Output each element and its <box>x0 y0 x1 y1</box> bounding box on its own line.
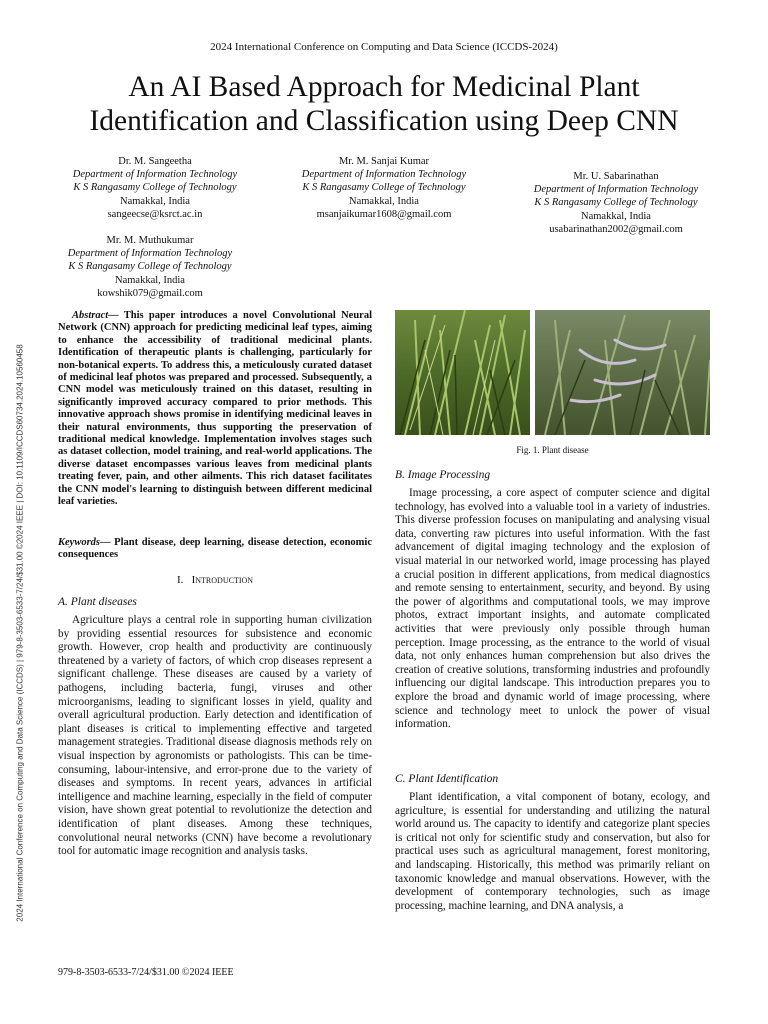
subsection-heading-b: B. Image Processing <box>395 469 491 481</box>
body-image-processing <box>395 487 710 732</box>
author-location: Namakkal, India <box>120 195 190 207</box>
doi-sidebar-text: 2024 International Conference on Computing and Data Science (ICCDS) | 979-8-3503-6533-7/24/$31.00 ©2024 IEEE | DOI: 10.1109/ICCDS60734.2024.10560458 <box>15 344 25 922</box>
section-title: Introduction <box>191 574 254 586</box>
abstract-label: Abstract <box>72 310 109 321</box>
author-college: K S Rangasamy College of Technology <box>68 261 232 273</box>
author-location: Namakkal, India <box>349 195 419 207</box>
plant-photo-1 <box>395 310 530 435</box>
body-plant-identification <box>395 791 710 913</box>
section-heading-introduction <box>58 574 372 586</box>
author-location: Namakkal, India <box>581 210 651 222</box>
keywords-text: Plant disease, deep learning, disease detection, economic consequences <box>58 537 372 561</box>
paragraph: Image processing, a core aspect of computer science and digital technology, has evolved into a valuable tool in a variety of industries. This diverse profession focuses on manipulating and analysing visual data, converting raw pictures into useful information. With the fast advancement of digital imaging technology and the explosion of visual material in our networked world, image processing has played a crucial position in different applications, from medical diagnostics and remote sensing to entertainment, security, and beyond. By using the power of algorithms and computational tools, we may improve photos, extract important insights, and automate complicated activities that were previously only possible through human perception. Image processing, as the entrance to the world of visual data, not only enhances human comprehension but also drives the creation of creative solutions, transforming industries and profoundly influencing our digital landscape. This introduction prepares you to explore the broad and dynamic world of image processing, where science and technology meet to unlock the power of visual information. <box>395 487 710 731</box>
title-line-1: An AI Based Approach for Medicinal Plant <box>128 71 640 103</box>
figure-caption: Fig. 1. Plant disease <box>516 445 589 455</box>
author-email[interactable]: sangeecse@ksrct.ac.in <box>107 208 203 220</box>
keywords <box>58 537 372 562</box>
author-email[interactable]: usabarinathan2002@gmail.com <box>549 223 683 235</box>
author-block-1 <box>55 155 255 221</box>
author-dept: Department of Information Technology <box>301 169 467 181</box>
keywords-label: Keywords <box>58 537 100 548</box>
author-email[interactable]: msanjaikumar1608@gmail.com <box>316 208 452 220</box>
author-location: Namakkal, India <box>115 274 185 286</box>
author-college: K S Rangasamy College of Technology <box>302 182 466 194</box>
conference-header: 2024 International Conference on Computing and Data Science (ICCDS-2024) <box>210 41 558 53</box>
author-college: K S Rangasamy College of Technology <box>73 182 237 194</box>
author-dept: Department of Information Technology <box>72 169 238 181</box>
author-dept: Department of Information Technology <box>533 184 699 196</box>
author-dept: Department of Information Technology <box>67 248 233 260</box>
keywords-dash: — <box>100 537 111 548</box>
author-name: Mr. M. Muthukumar <box>106 235 194 246</box>
figure-plant-disease <box>395 310 710 435</box>
page-footer: 979-8-3503-6533-7/24/$31.00 ©2024 IEEE <box>58 967 234 978</box>
subsection-heading-a: A. Plant diseases <box>58 596 137 608</box>
author-name: Mr. M. Sanjai Kumar <box>338 156 430 167</box>
body-plant-diseases <box>58 614 372 859</box>
plant-photo-2 <box>535 310 710 435</box>
author-email[interactable]: kowshik079@gmail.com <box>97 287 203 299</box>
paragraph: Plant identification, a vital component of botany, ecology, and agriculture, is essential for understanding and utilizing the natural world around us. The capacity to identify and categorize plant species is critical not only for scientific study and conservation, but also for practical uses such as agricultural management, forest monitoring, and landscaping. Historically, this method was primarily reliant on taxonomic knowledge and manual observations. However, with the development of contemporary technologies, such as image processing, machine learning, and DNA analysis, a <box>395 791 710 912</box>
section-number: I. <box>176 574 184 586</box>
subsection-heading-c: C. Plant Identification <box>395 773 499 785</box>
paper-title <box>20 70 748 138</box>
author-block-2 <box>284 155 484 221</box>
author-name: Dr. M. Sangeetha <box>118 156 192 167</box>
abstract-text: This paper introduces a novel Convolutional Neural Network (CNN) approach for predicting medicinal leaf types, aiming to enhance the accessibility of traditional medicinal plants. Identification of therapeutic plants is challenging, particularly for non-botanical experts. To address this, a meticulously curated dataset of medicinal leaf photos was prepared and processed. Subsequently, a CNN model was meticulously trained on this dataset, resulting in significantly improved accuracy compared to prior methods. This innovative approach shows promise in identifying medicinal leaves in their natural environments, thus supporting the preservation of traditional medical knowledge. Implementation involves stages such as dataset collection, model training, and real-world applications. The diverse dataset encompasses various leaves from medicinal plants treating fever, pain, and other ailments. This rich dataset facilitates the CNN model's learning to distinguish between different medicinal leaf varieties. <box>58 310 372 508</box>
paragraph: Agriculture plays a central role in supporting human civilization by providing essential resources for subsistence and economic growth. However, crop health and productivity are continuously threatened by a variety of factors, of which crop diseases represent a significant challenge. These diseases are caused by a variety of pathogens, including bacteria, fungi, viruses and other microorganisms, leading to significant losses in yield, quality and overall agricultural production. Early detection and identification of plant diseases is critical to implementing effective and targeted management strategies. Traditional disease diagnosis methods rely on visual inspection by agronomists or pathologists. This can be time-consuming, labour-intensive, and error-prone due to the variety of diseases and symptoms. In recent years, advances in artificial intelligence and machine learning, especially in the field of computer vision, have shown great potential to revolutionize the detection and identification of plant diseases. Among these techniques, convolutional neural networks (CNN) have become a revolutionary tool for automatic image recognition and analysis tasks. <box>58 614 372 858</box>
title-line-2: Identification and Classification using Deep CNN <box>89 105 679 137</box>
author-college: K S Rangasamy College of Technology <box>534 197 698 209</box>
author-block-3 <box>516 170 716 236</box>
abstract <box>58 310 372 509</box>
author-block-4 <box>50 234 250 300</box>
author-name: Mr. U. Sabarinathan <box>573 171 659 182</box>
abstract-dash: — <box>108 310 119 321</box>
doi-sidebar <box>8 316 32 951</box>
